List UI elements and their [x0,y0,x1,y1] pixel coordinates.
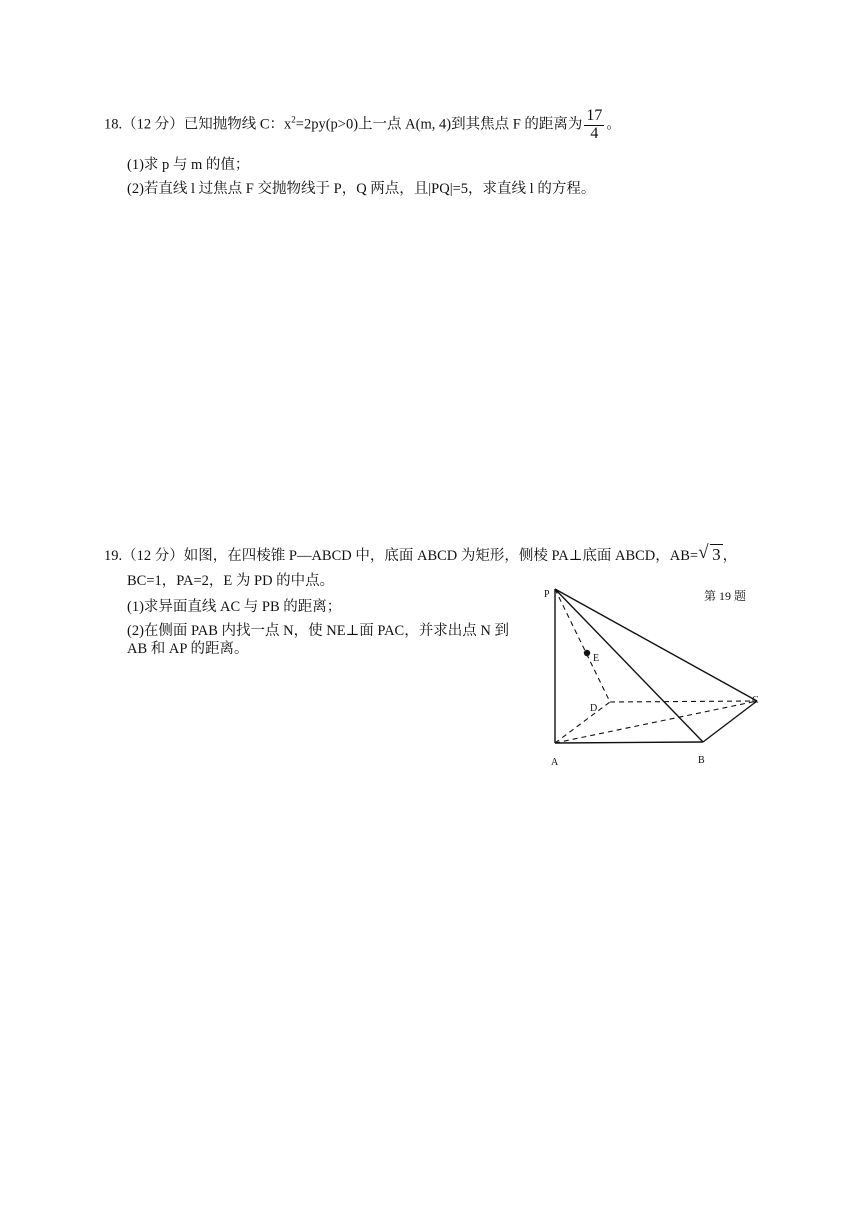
pyramid-solid-edges [555,589,757,743]
q18-part2: (2)若直线 l 过焦点 F 交抛物线于 P，Q 两点，且|PQ|=5，求直线 l 的方程。 [127,181,596,197]
figure-caption: 第 19 题 [704,589,747,603]
edge-AD [555,702,610,743]
q19-line2: BC=1，PA=2，E 为 PD 的中点。 [127,573,335,589]
q18-head: 18.（12 分）已知抛物线 C：x [104,116,292,133]
q19-part2a: (2)在侧面 PAB 内找一点 N，使 NE⊥面 PAC，并求出点 N 到 [127,623,509,639]
q18-fraction-numerator: 17 [586,107,603,124]
edge-AC [555,701,757,743]
q19-part1: (1)求异面直线 AC 与 PB 的距离； [127,599,342,615]
pyramid-hidden-edges [555,589,757,743]
q19-sqrt-radicand: 3 [712,545,721,564]
label-B: B [698,755,705,766]
label-E: E [593,653,600,664]
q19-tail: ， [722,548,738,564]
q18-fraction-denominator: 4 [590,124,599,142]
edge-BC [703,701,757,742]
label-D: D [590,703,598,714]
edge-PC [555,589,757,701]
q19-stem [104,544,737,565]
label-A: A [551,757,559,768]
q18-part1: (1)求 p 与 m 的值； [127,157,250,173]
edge-PB [555,589,703,742]
q19-sqrt [698,544,723,565]
sqrt-sign-icon: √ [698,542,709,563]
q18-tail: 。 [606,116,621,133]
q18-exponent: 2 [291,114,296,125]
q19-head: 19.（12 分）如图，在四棱锥 P—ABCD 中，底面 ABCD 为矩形，侧棱 PA⊥底面 ABCD，AB= [104,548,699,564]
point-E-dot [584,650,590,656]
edge-DC [610,701,757,702]
q19-part2b: AB 和 AP 的距离。 [127,641,249,657]
label-C: C [752,695,759,706]
edge-AB [555,742,703,743]
label-P: P [544,589,550,600]
edge-PD [555,589,610,702]
q18-fraction [584,108,604,143]
q18-stem [104,108,621,143]
q18-mid: =2py(p>0)上一点 A(m, 4)到其焦点 F 的距离为 [295,116,583,133]
